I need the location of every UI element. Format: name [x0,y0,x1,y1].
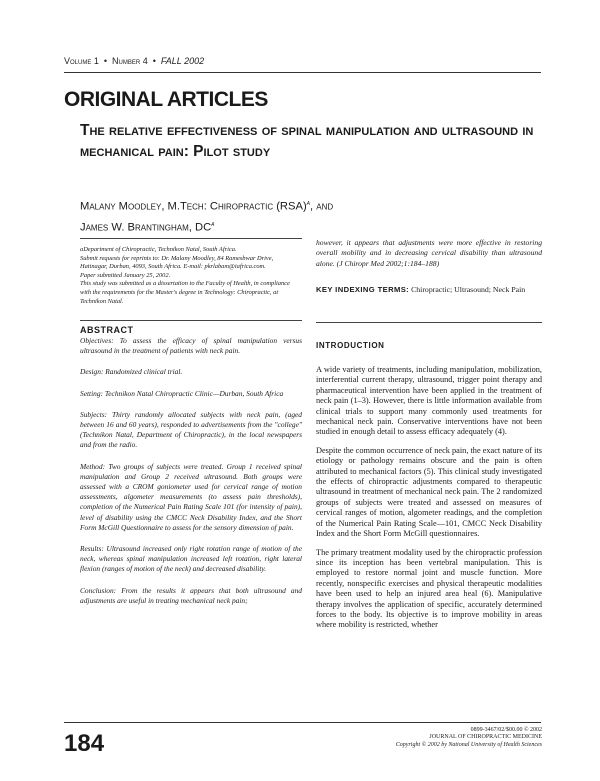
abstract-continued: however, it appears that adjustments were more effective in restoring overall mobility and in decreasing cervical disability than ultrasound alone. (J Chiropr Med 2002;1:184–188) [316,238,542,268]
page-number: 184 [64,730,105,757]
abstract-setting: Setting: Technikon Natal Chiropractic Clinic—Durban, South Africa [80,388,284,398]
journal-footer [396,727,542,749]
journal-name: JOURNAL OF CHIROPRACTIC MEDICINE [429,734,542,741]
body-paragraph: A wide variety of treatments, including manipulation, mobilization, interferential current therapy, ultrasound, trigger point therapy and pharmaceutical intervention have been applied in the treatment of neck pain (1–3). However, there is little information available from clinical trials to support many commonly used treatments for mechanical neck pain. Conservative interventions have not been studied in enough detail to assess efficacy adequately (4). [316,365,542,437]
section-label: ORIGINAL ARTICLES [64,88,268,111]
abstract-objectives: Objectives: To assess the efficacy of spinal manipulation versus ultrasound in the treatment of patients with neck pain. [80,336,302,356]
affiliation-notes [80,246,300,306]
volume-label: Volume 1 [64,56,99,66]
header-separator: • [103,56,108,66]
author-connector: , and [310,200,334,213]
body-paragraph: The primary treatment modality used by the chiropractic profession since its inception has been vertebral manipulation. This is employed to restore normal joint and muscle function. More recently, nonspecific exercises and physical therapeutic modalities have been used to help an injured area heal (6). Manipulative therapy involves the application of specific, accurately determined forces to the body. Its objective is to improve mobility in areas where mobility is restricted, whether [316,547,542,630]
footer-rule [64,722,541,723]
abstract-conclusion: Conclusion: From the results it appears that both ultrasound and adjustments are useful in treating mechanical neck pain; [80,585,302,605]
issn-line: 0899-3467/02/$00.00 © 2002 [470,727,542,733]
key-terms-list: Chiropractic; Ultrasound; Neck Pain [409,285,526,294]
copyright-line: Copyright © 2002 by National University of Health Sciences [395,741,542,748]
abstract-subjects: Subjects: Thirty randomly allocated subjects with neck pain, (aged between 16 and 60 years), responded to advertisements from the "college" (Technikon Natal, Department of Chiropractic), in the local newspapers and from the radio. [80,409,302,450]
submission-date: Paper submitted January 25, 2002. [80,271,171,279]
abstract-heading: ABSTRACT [80,325,134,335]
affiliation-marker: a [211,220,215,228]
affiliation-rule [80,238,302,239]
reprint-request: Submit requests for reprints to: Dr. Malany Moodley, 84 Ramesbwar Drive, Hatinagar, Durban, 4093, South Africa. E-mail: pkrlabam@iafrica.com. [80,254,274,271]
keywords-rule [316,322,542,323]
abstract-results: Results: Ultrasound increased only right rotation range of motion of the neck, whereas spinal manipulation increased left rotation, right lateral flexion (ranges of motion of the neck) and decreased disability. [80,544,302,574]
body-paragraph: Despite the common occurrence of neck pain, the exact nature of its etiology or pathology remains obscure and the pain is often attributed to mechanical factors (5). This clinical study investigated the effects of chiropractic adjustments compared to therapeutic ultrasound in treatment of mechanical neck pain. The 2 randomized groups of subjects were treated and assessed on measures of cervical ranges of motion, algometer readings, and the completion of the Numerical Pain Rating Scale—101, CMCC Neck Disability Index and the Short Form McGill questionnaires. [316,445,542,539]
key-indexing-terms [316,285,542,295]
issue-number: Number 4 [112,56,148,66]
author-1: Malany Moodley, M.Tech: Chiropractic (RSA) [80,200,307,213]
abstract-design: Design: Randomized clinical trial. [80,367,183,377]
author-2: James W. Brantingham, DC [80,221,212,234]
introduction-body [316,365,542,639]
affiliation-marker: a [306,200,311,207]
header-separator: • [152,56,156,66]
issue-season: FALL 2002 [160,56,205,66]
affiliation-line: aDepartment of Chiropractic, Technikon Natal, South Africa. [80,246,237,253]
introduction-heading: INTRODUCTION [316,341,385,350]
dissertation-note: This study was submitted as a dissertation to the Faculty of Health, in compliance with the requirements for the Master's degree in Technology: Chiropractic, at Technikon Natal. [80,280,290,305]
article-title: The relative effectiveness of spinal manipulation and ultrasound in mechanical pain: Pilot study [80,122,534,160]
abstract-rule [80,320,302,321]
abstract-body [80,336,302,617]
running-header [64,56,204,66]
key-terms-label: KEY INDEXING TERMS: [316,285,410,294]
header-rule [64,72,541,73]
abstract-method: Method: Two groups of subjects were treated. Group 1 received spinal manipulation and Group 2 received ultrasound. Both groups were assessed with a CROM goniometer used for cervical range of motion assessments, algometer measurements (to assess pain thresholds), completion of the Numerical Pain Rating Scale 101 (for intensity of pain), level of disability using the CMCC Neck Disability Index, and the Short Form McGill Questionnaire to assess for the sensory dimension of pain. [80,461,302,532]
author-block [80,195,560,236]
